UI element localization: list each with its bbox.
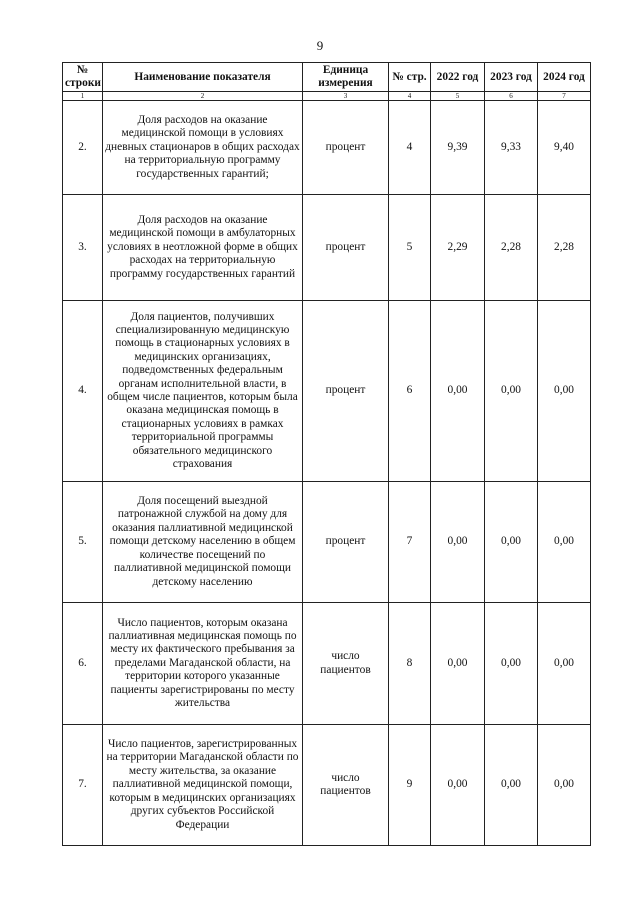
column-number: 4 xyxy=(389,92,431,101)
header-indicator-name: Наименование показателя xyxy=(103,63,303,92)
row-number: 3. xyxy=(63,195,103,301)
page-number: 9 xyxy=(316,38,324,53)
table-row xyxy=(63,301,591,482)
header-unit: Единица измерения xyxy=(303,63,389,92)
line-number: 7 xyxy=(389,482,431,603)
line-number: 8 xyxy=(389,603,431,725)
header-row xyxy=(63,63,591,92)
value-2022: 2,29 xyxy=(431,195,485,301)
table-row xyxy=(63,482,591,603)
value-2024: 0,00 xyxy=(538,603,591,725)
row-number: 4. xyxy=(63,301,103,482)
row-number: 6. xyxy=(63,603,103,725)
value-2022: 0,00 xyxy=(431,482,485,603)
value-2024: 2,28 xyxy=(538,195,591,301)
header-line-number: № стр. xyxy=(389,63,431,92)
unit: процент xyxy=(303,101,389,195)
value-2023: 0,00 xyxy=(485,301,538,482)
unit: число пациентов xyxy=(303,725,389,846)
indicator-name: Число пациентов, которым оказана паллиативная медицинская помощь по месту их фактического пребывания за пределами Магаданской области, на территории которого указанные пациенты зарегистрированы по месту жительства xyxy=(103,603,303,725)
row-number: 7. xyxy=(63,725,103,846)
header-2023: 2023 год xyxy=(485,63,538,92)
indicator-name: Доля пациентов, получивших специализированную медицинскую помощь в стационарных условиях в медицинских организациях, подведомственных федеральным органам исполнительной власти, в общем числе пациентов, которым была оказана медицинская помощь в стационарных условиях в рамках территориальной программы обязательного медицинского страхования xyxy=(103,301,303,482)
line-number: 4 xyxy=(389,101,431,195)
table-row xyxy=(63,101,591,195)
value-2022: 0,00 xyxy=(431,603,485,725)
header-2024: 2024 год xyxy=(538,63,591,92)
table-row xyxy=(63,603,591,725)
value-2024: 0,00 xyxy=(538,725,591,846)
value-2023: 0,00 xyxy=(485,482,538,603)
indicator-name: Доля расходов на оказание медицинской помощи в условиях дневных стационаров в общих расходах на территориальную программу государственных гарантий; xyxy=(103,101,303,195)
column-number: 5 xyxy=(431,92,485,101)
column-number: 3 xyxy=(303,92,389,101)
value-2023: 0,00 xyxy=(485,603,538,725)
indicator-name: Доля посещений выездной патронажной службой на дому для оказания паллиативной медицинской помощи детскому населению в общем количестве посещений по паллиативной медицинской помощи детскому населению xyxy=(103,482,303,603)
value-2024: 0,00 xyxy=(538,482,591,603)
line-number: 5 xyxy=(389,195,431,301)
column-number-row xyxy=(63,92,591,101)
value-2022: 0,00 xyxy=(431,301,485,482)
value-2024: 0,00 xyxy=(538,301,591,482)
indicator-name: Число пациентов, зарегистрированных на территории Магаданской области по месту жительства, за оказание паллиативной медицинской помощи, которым в медицинских организациях других субъектов Российской Федерации xyxy=(103,725,303,846)
unit: процент xyxy=(303,482,389,603)
indicator-name: Доля расходов на оказание медицинской помощи в амбулаторных условиях в неотложной форме в общих расходах на территориальную программу государственных гарантий xyxy=(103,195,303,301)
unit: процент xyxy=(303,301,389,482)
value-2024: 9,40 xyxy=(538,101,591,195)
table-row xyxy=(63,195,591,301)
value-2023: 9,33 xyxy=(485,101,538,195)
unit: число пациентов xyxy=(303,603,389,725)
header-row-number: № строки xyxy=(63,63,103,92)
indicators-table xyxy=(62,62,591,846)
value-2022: 0,00 xyxy=(431,725,485,846)
header-2022: 2022 год xyxy=(431,63,485,92)
value-2023: 2,28 xyxy=(485,195,538,301)
table-row xyxy=(63,725,591,846)
unit: процент xyxy=(303,195,389,301)
column-number: 2 xyxy=(103,92,303,101)
value-2023: 0,00 xyxy=(485,725,538,846)
column-number: 6 xyxy=(485,92,538,101)
value-2022: 9,39 xyxy=(431,101,485,195)
column-number: 1 xyxy=(63,92,103,101)
row-number: 5. xyxy=(63,482,103,603)
column-number: 7 xyxy=(538,92,591,101)
row-number: 2. xyxy=(63,101,103,195)
line-number: 9 xyxy=(389,725,431,846)
line-number: 6 xyxy=(389,301,431,482)
